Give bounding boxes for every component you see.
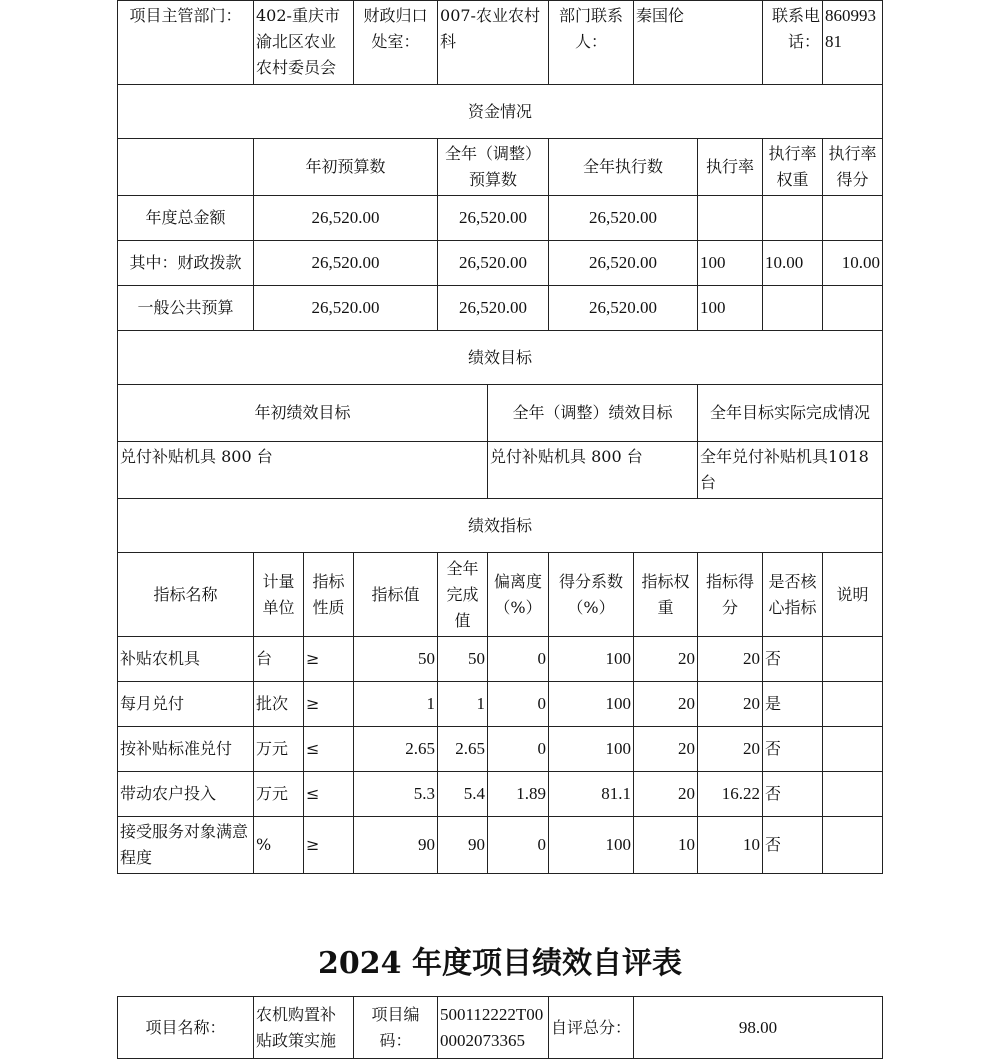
ind-actual: 90 — [438, 817, 488, 874]
funds-row-adjusted: 26,520.00 — [438, 196, 549, 241]
self-score-label: 自评总分： — [549, 997, 634, 1059]
table-row — [118, 817, 883, 874]
funds-col-rate: 执行率 — [698, 139, 763, 196]
funds-row-executed: 26,520.00 — [549, 196, 698, 241]
funds-row-rate — [698, 196, 763, 241]
project-code-value: 500112222T000002073365 — [438, 997, 549, 1059]
funds-row-score — [823, 196, 883, 241]
ind-col-weight: 指标权重 — [634, 553, 698, 637]
funds-row-adjusted: 26,520.00 — [438, 241, 549, 286]
finance-label: 财政归口处室： — [354, 1, 438, 85]
funds-row-initial: 26,520.00 — [254, 241, 438, 286]
contact-value: 秦国伦 — [634, 1, 763, 85]
ind-weight: 10 — [634, 817, 698, 874]
ind-name: 按补贴标准兑付 — [118, 727, 254, 772]
ind-col-name: 指标名称 — [118, 553, 254, 637]
ind-score: 20 — [698, 637, 763, 682]
ind-note — [823, 727, 883, 772]
funds-section-title: 资金情况 — [118, 85, 883, 139]
ind-unit: 万元 — [254, 727, 304, 772]
goals-col-initial: 年初绩效目标 — [118, 385, 488, 442]
funds-col-initial: 年初预算数 — [254, 139, 438, 196]
ind-nature: ≤ — [304, 772, 354, 817]
ind-coef: 100 — [549, 682, 634, 727]
dept-label: 项目主管部门： — [118, 1, 254, 85]
goals-col-adjusted: 全年（调整）绩效目标 — [488, 385, 698, 442]
ind-name: 接受服务对象满意程度 — [118, 817, 254, 874]
ind-target: 50 — [354, 637, 438, 682]
ind-target: 1 — [354, 682, 438, 727]
ind-core: 否 — [763, 637, 823, 682]
funds-row-score — [823, 286, 883, 331]
goals-col-actual: 全年目标实际完成情况 — [698, 385, 883, 442]
ind-col-unit: 计量单位 — [254, 553, 304, 637]
ind-note — [823, 772, 883, 817]
ind-col-deviation: 偏离度（%） — [488, 553, 549, 637]
funds-row — [118, 241, 883, 286]
table-row — [118, 637, 883, 682]
funds-row-adjusted: 26,520.00 — [438, 286, 549, 331]
ind-actual: 50 — [438, 637, 488, 682]
ind-coef: 100 — [549, 637, 634, 682]
ind-col-coef: 得分系数（%） — [549, 553, 634, 637]
ind-nature: ≥ — [304, 817, 354, 874]
project-info-table — [117, 996, 883, 1059]
ind-col-note: 说明 — [823, 553, 883, 637]
funds-row-rate: 100 — [698, 241, 763, 286]
ind-deviation: 0 — [488, 817, 549, 874]
ind-core: 是 — [763, 682, 823, 727]
funds-row-weight — [763, 196, 823, 241]
table-row — [118, 772, 883, 817]
ind-unit: 台 — [254, 637, 304, 682]
funds-header-blank — [118, 139, 254, 196]
ind-unit: 批次 — [254, 682, 304, 727]
ind-weight: 20 — [634, 682, 698, 727]
ind-nature: ≥ — [304, 637, 354, 682]
ind-col-score: 指标得分 — [698, 553, 763, 637]
ind-target: 5.3 — [354, 772, 438, 817]
ind-note — [823, 637, 883, 682]
funds-row-rate: 100 — [698, 286, 763, 331]
goal-initial: 兑付补贴机具 800 台 — [118, 442, 488, 499]
ind-col-core: 是否核心指标 — [763, 553, 823, 637]
project-name-value: 农机购置补贴政策实施 — [254, 997, 354, 1059]
finance-value: 007-农业农村科 — [438, 1, 549, 85]
ind-weight: 20 — [634, 772, 698, 817]
funds-row-weight — [763, 286, 823, 331]
ind-nature: ≥ — [304, 682, 354, 727]
ind-target: 2.65 — [354, 727, 438, 772]
ind-note — [823, 817, 883, 874]
funds-col-executed: 全年执行数 — [549, 139, 698, 196]
ind-actual: 1 — [438, 682, 488, 727]
funds-row-label: 一般公共预算 — [118, 286, 254, 331]
ind-score: 16.22 — [698, 772, 763, 817]
ind-weight: 20 — [634, 727, 698, 772]
funds-row-executed: 26,520.00 — [549, 286, 698, 331]
ind-name: 补贴农机具 — [118, 637, 254, 682]
funds-col-score: 执行率得分 — [823, 139, 883, 196]
ind-unit: % — [254, 817, 304, 874]
self-score-value: 98.00 — [634, 997, 883, 1059]
phone-label: 联系电话： — [763, 1, 823, 85]
project-code-label: 项目编码： — [354, 997, 438, 1059]
ind-deviation: 0 — [488, 727, 549, 772]
funds-row-executed: 26,520.00 — [549, 241, 698, 286]
ind-coef: 100 — [549, 817, 634, 874]
funds-row-initial: 26,520.00 — [254, 196, 438, 241]
ind-core: 否 — [763, 727, 823, 772]
goal-actual: 全年兑付补贴机具1018 台 — [698, 442, 883, 499]
indicators-section-title: 绩效指标 — [118, 499, 883, 553]
goal-adjusted: 兑付补贴机具 800 台 — [488, 442, 698, 499]
ind-unit: 万元 — [254, 772, 304, 817]
funds-row-score: 10.00 — [823, 241, 883, 286]
ind-col-target: 指标值 — [354, 553, 438, 637]
ind-name: 带动农户投入 — [118, 772, 254, 817]
ind-core: 否 — [763, 772, 823, 817]
funds-row — [118, 196, 883, 241]
phone-value: 86099381 — [823, 1, 883, 85]
ind-weight: 20 — [634, 637, 698, 682]
ind-coef: 100 — [549, 727, 634, 772]
ind-core: 否 — [763, 817, 823, 874]
ind-col-nature: 指标性质 — [304, 553, 354, 637]
goals-section-title: 绩效目标 — [118, 331, 883, 385]
ind-name: 每月兑付 — [118, 682, 254, 727]
dept-value: 402-重庆市渝北区农业农村委员会 — [254, 1, 354, 85]
ind-deviation: 0 — [488, 637, 549, 682]
funds-col-adjusted: 全年（调整）预算数 — [438, 139, 549, 196]
ind-col-actual: 全年完成值 — [438, 553, 488, 637]
ind-actual: 2.65 — [438, 727, 488, 772]
project-name-label: 项目名称： — [118, 997, 254, 1059]
ind-target: 90 — [354, 817, 438, 874]
funds-row — [118, 286, 883, 331]
ind-deviation: 0 — [488, 682, 549, 727]
table-row — [118, 727, 883, 772]
funds-row-label: 其中：财政拨款 — [118, 241, 254, 286]
table-row — [118, 682, 883, 727]
funds-col-weight: 执行率权重 — [763, 139, 823, 196]
ind-actual: 5.4 — [438, 772, 488, 817]
performance-table — [117, 0, 883, 874]
ind-nature: ≤ — [304, 727, 354, 772]
form-title: 2024 年度项目绩效自评表 — [318, 946, 682, 981]
ind-note — [823, 682, 883, 727]
funds-row-weight: 10.00 — [763, 241, 823, 286]
ind-score: 20 — [698, 682, 763, 727]
funds-row-label: 年度总金额 — [118, 196, 254, 241]
funds-row-initial: 26,520.00 — [254, 286, 438, 331]
ind-score: 20 — [698, 727, 763, 772]
ind-score: 10 — [698, 817, 763, 874]
ind-deviation: 1.89 — [488, 772, 549, 817]
ind-coef: 81.1 — [549, 772, 634, 817]
contact-label: 部门联系人： — [549, 1, 634, 85]
